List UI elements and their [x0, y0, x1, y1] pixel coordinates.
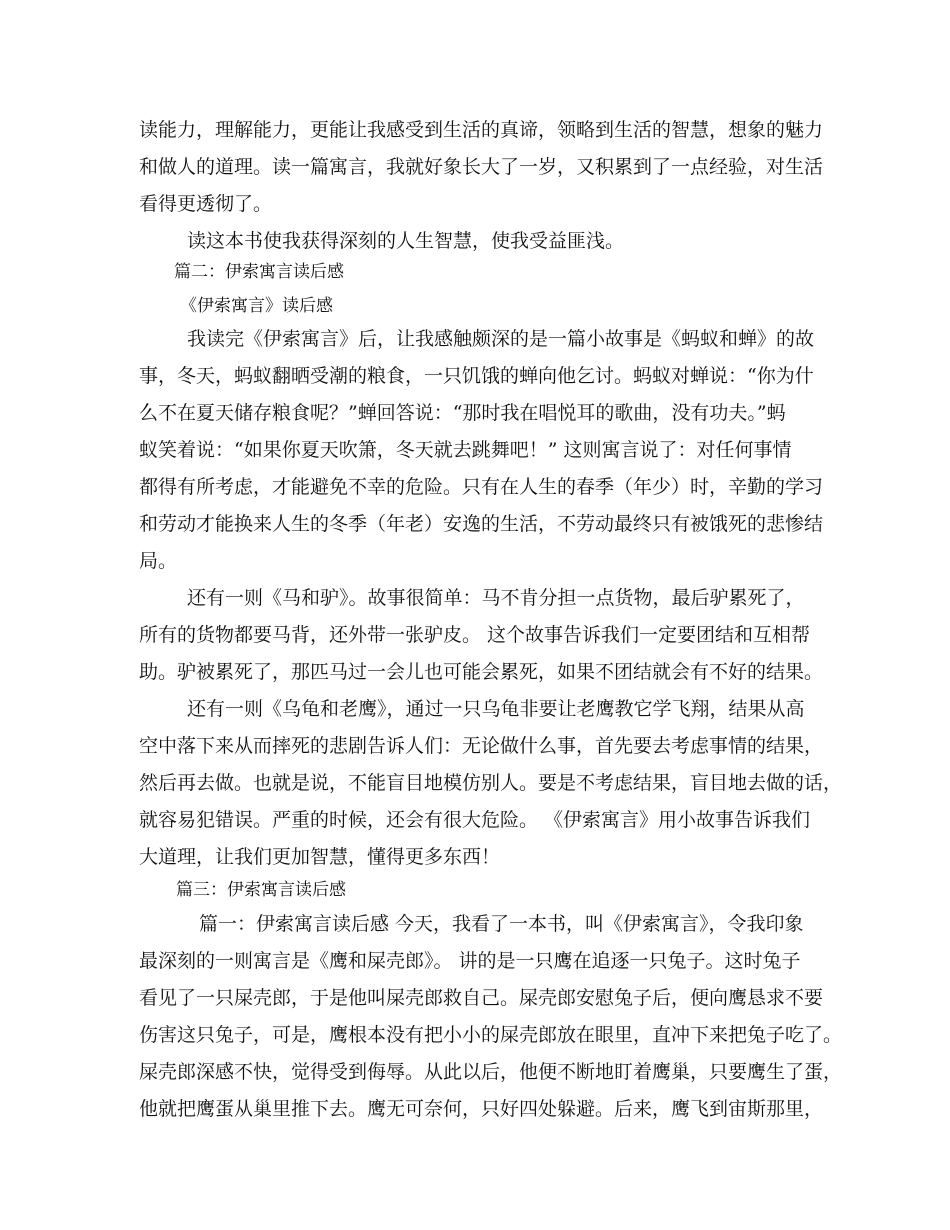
article-title: 《伊索寓言》读后感: [180, 296, 333, 316]
text-line: 最深刻的一则寓言是《鹰和屎壳郎》。 讲的是一只鹰在追逐一只兔子。这时兔子: [139, 950, 801, 972]
text-line: 么不在夏天储存粮食呢？”蝉回答说：“那时我在唱悦耳的歌曲，没有功夫。”蚂: [139, 402, 786, 424]
text-line: 助。驴被累死了，那匹马过一会儿也可能会累死，如果不团结就会有不好的结果。: [139, 661, 824, 683]
text-line: 局。: [139, 550, 178, 572]
text-line: 看见了一只屎壳郎，于是他叫屎壳郎救自己。屎壳郎安慰兔子后，便向鹰恳求不要: [139, 987, 824, 1009]
text-line: 和劳动才能换来人生的冬季（年老）安逸的生活，不劳动最终只有被饿死的悲惨结: [139, 513, 824, 535]
text-line: 就容易犯错误。严重的时候，还会有很大危险。 《伊索寓言》用小故事告诉我们: [139, 809, 811, 831]
text-line: 蚁笑着说：“如果你夏天吹箫，冬天就去跳舞吧！” 这则寓言说了：对任何事情: [139, 439, 792, 461]
text-line: 读能力，理解能力，更能让我感受到生活的真谛，领略到生活的智慧，想象的魅力: [139, 119, 824, 141]
text-line: 我读完《伊索寓言》后，让我感触颇深的是一篇小故事是《蚂蚁和蝉》的故: [187, 328, 815, 350]
text-line: 屎壳郎深感不快，觉得受到侮辱。从此以后，他便不断地盯着鹰巢，只要鹰生了蛋，: [139, 1061, 843, 1083]
text-line: 篇一：伊索寓言读后感 今天，我看了一本书，叫《伊索寓言》，令我印象: [199, 913, 804, 935]
text-line: 还有一则《马和驴》。故事很简单：马不肯分担一点货物，最后驴累死了，: [187, 587, 805, 609]
text-line: 所有的货物都要马背，还外带一张驴皮。 这个故事告诉我们一定要团结和互相帮: [139, 624, 811, 646]
text-line: 他就把鹰蛋从巢里推下去。鹰无可奈何，只好四处躲避。后来，鹰飞到宙斯那里，: [139, 1098, 824, 1120]
section-heading: 篇三：伊索寓言读后感: [176, 880, 346, 900]
text-line: 然后再去做。也就是说，不能盲目地模仿别人。要是不考虑结果，盲目地去做的话，: [139, 772, 843, 794]
text-line: 都得有所考虑，才能避免不幸的危险。只有在人生的春季（年少）时，辛勤的学习: [139, 476, 824, 498]
section-heading: 篇二：伊索寓言读后感: [174, 262, 344, 282]
text-line: 读这本书使我获得深刻的人生智慧，使我受益匪浅。: [187, 230, 625, 252]
text-line: 伤害这只兔子，可是，鹰根本没有把小小的屎壳郎放在眼里，直冲下来把兔子吃了。: [139, 1024, 843, 1046]
text-line: 大道理，让我们更加智慧，懂得更多东西！: [139, 846, 501, 868]
text-line: 还有一则《乌龟和老鹰》，通过一只乌龟非要让老鹰教它学飞翔，结果从高: [187, 698, 805, 720]
text-line: 空中落下来从而摔死的悲剧告诉人们：无论做什么事，首先要去考虑事情的结果，: [139, 735, 824, 757]
text-line: 看得更透彻了。: [139, 193, 273, 215]
text-line: 和做人的道理。读一篇寓言，我就好象长大了一岁，又积累到了一点经验，对生活: [139, 156, 824, 178]
text-line: 事，冬天，蚂蚁翻晒受潮的粮食，一只饥饿的蝉向他乞讨。蚂蚁对蝉说：“你为什: [139, 365, 814, 387]
